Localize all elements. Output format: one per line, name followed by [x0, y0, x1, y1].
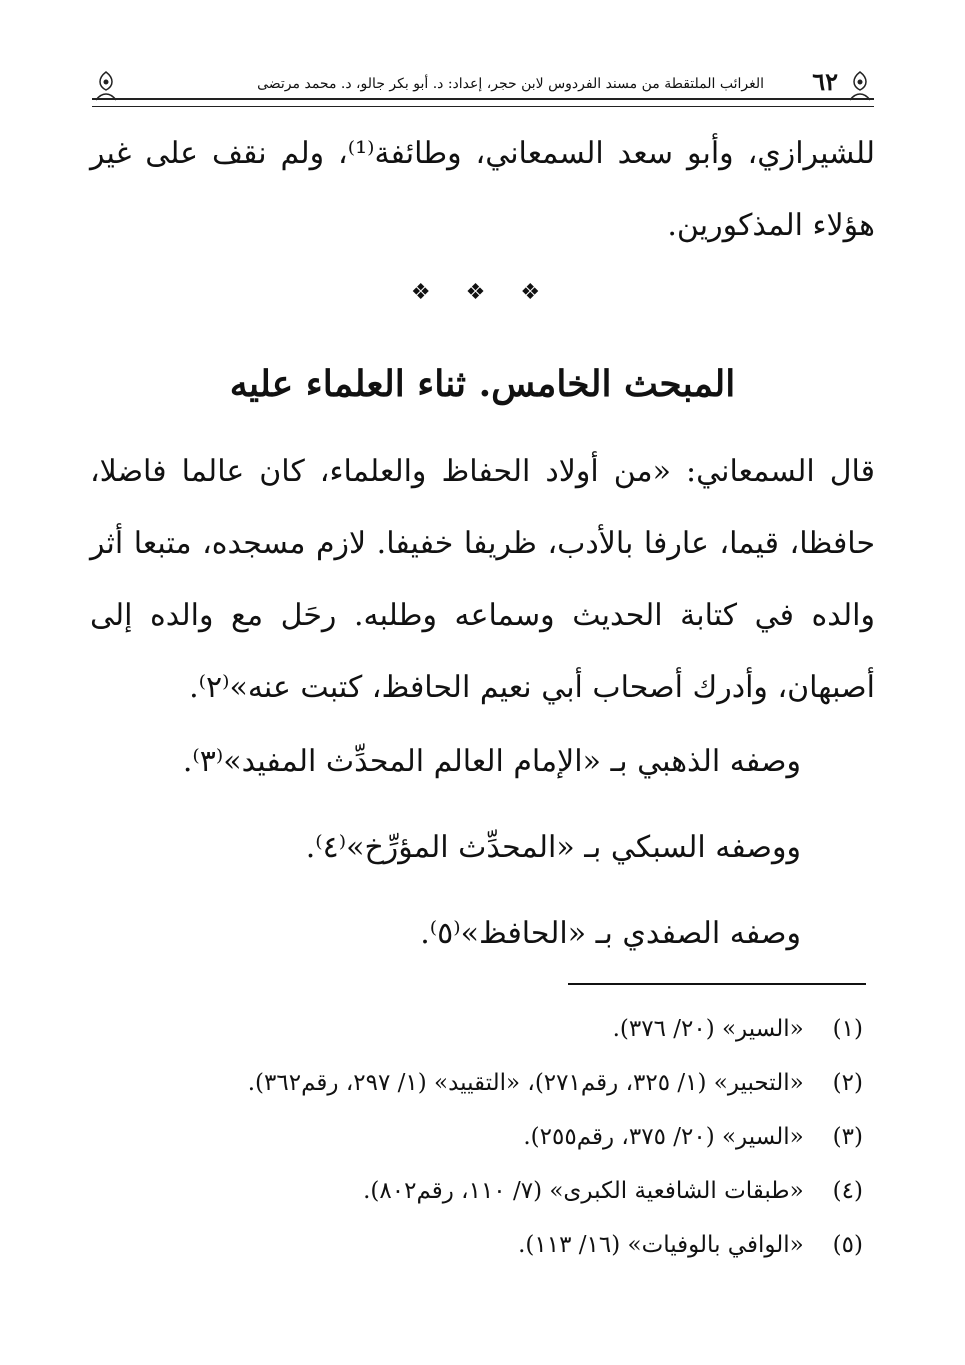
footnote-text: «السير» (٢٠/ ٣٧٥، رقم٢٥٥). [523, 1124, 804, 1150]
footnote-number: (٤) [832, 1178, 863, 1204]
description-safadi: وصفه الصفدي بـ «الحافظ»⁽٥⁾. [420, 916, 801, 951]
running-header-title: الغرائب الملتقطة من مسند الفردوس لابن حجر، إعداد: د. أبو بكر جالو، د. محمد مرتضى [257, 76, 764, 92]
footnote [523, 1120, 863, 1154]
intro-paragraph: للشيرازي، وأبو سعد السمعاني، وطائفة⁽¹⁾، ولم نقف على غير هؤلاء المذكورين. [90, 136, 875, 243]
footnote [518, 1228, 863, 1262]
quote-paragraph: قال السمعاني: «من أولاد الحفاظ والعلماء، كان عالما فاضلا، حافظا، قيما، عارفا بالأدب، ظريفا خفيفا. لازم مسجده، متبعا أثر والده في كتابة الحديث وسماعه وطلبه. رحَل مع والده إلى أصبهان، وأدرك أصحاب أبي نعيم الحافظ، كتبت عنه»⁽٢⁾. [90, 454, 875, 705]
page-header [92, 68, 874, 108]
footnote [363, 1174, 863, 1208]
section-heading: المبحث الخامس. ثناء العلماء عليه [229, 363, 736, 405]
footnote-text: «طبقات الشافعية الكبرى» (٧/ ١١٠، رقم٨٠٢). [363, 1178, 804, 1204]
footnote-separator [568, 983, 866, 985]
section-separator-ornament: ❖ ❖ ❖ [410, 280, 555, 305]
description-subki: ووصفه السبكي بـ «المحدِّث المؤرِّخ»⁽٤⁾. [305, 830, 801, 865]
header-rule [92, 98, 874, 107]
page-number: ٦٢ [812, 67, 838, 96]
description-dhahabi: وصفه الذهبي بـ «الإمام العالم المحدِّث المفيد»⁽٣⁾. [182, 744, 801, 779]
intro-paragraph-block [90, 118, 875, 262]
footnote-number: (٢) [832, 1070, 863, 1096]
footnote [248, 1066, 863, 1100]
quote-paragraph-block [90, 436, 875, 724]
footnote-number: (٣) [832, 1124, 863, 1150]
footnote-text: «الوافي بالوفيات» (١٦/ ١١٣). [518, 1232, 804, 1258]
footnote-text: «السير» (٢٠/ ٣٧٦). [612, 1016, 804, 1042]
footnote-number: (٥) [832, 1232, 863, 1258]
footnote-number: (١) [832, 1016, 863, 1042]
footnote-text: «التحبير» (١/ ٣٢٥، رقم٢٧١)، «التقييد» (١/ ٢٩٧، رقم٣٦٢). [247, 1070, 804, 1096]
footnote [613, 1012, 863, 1046]
